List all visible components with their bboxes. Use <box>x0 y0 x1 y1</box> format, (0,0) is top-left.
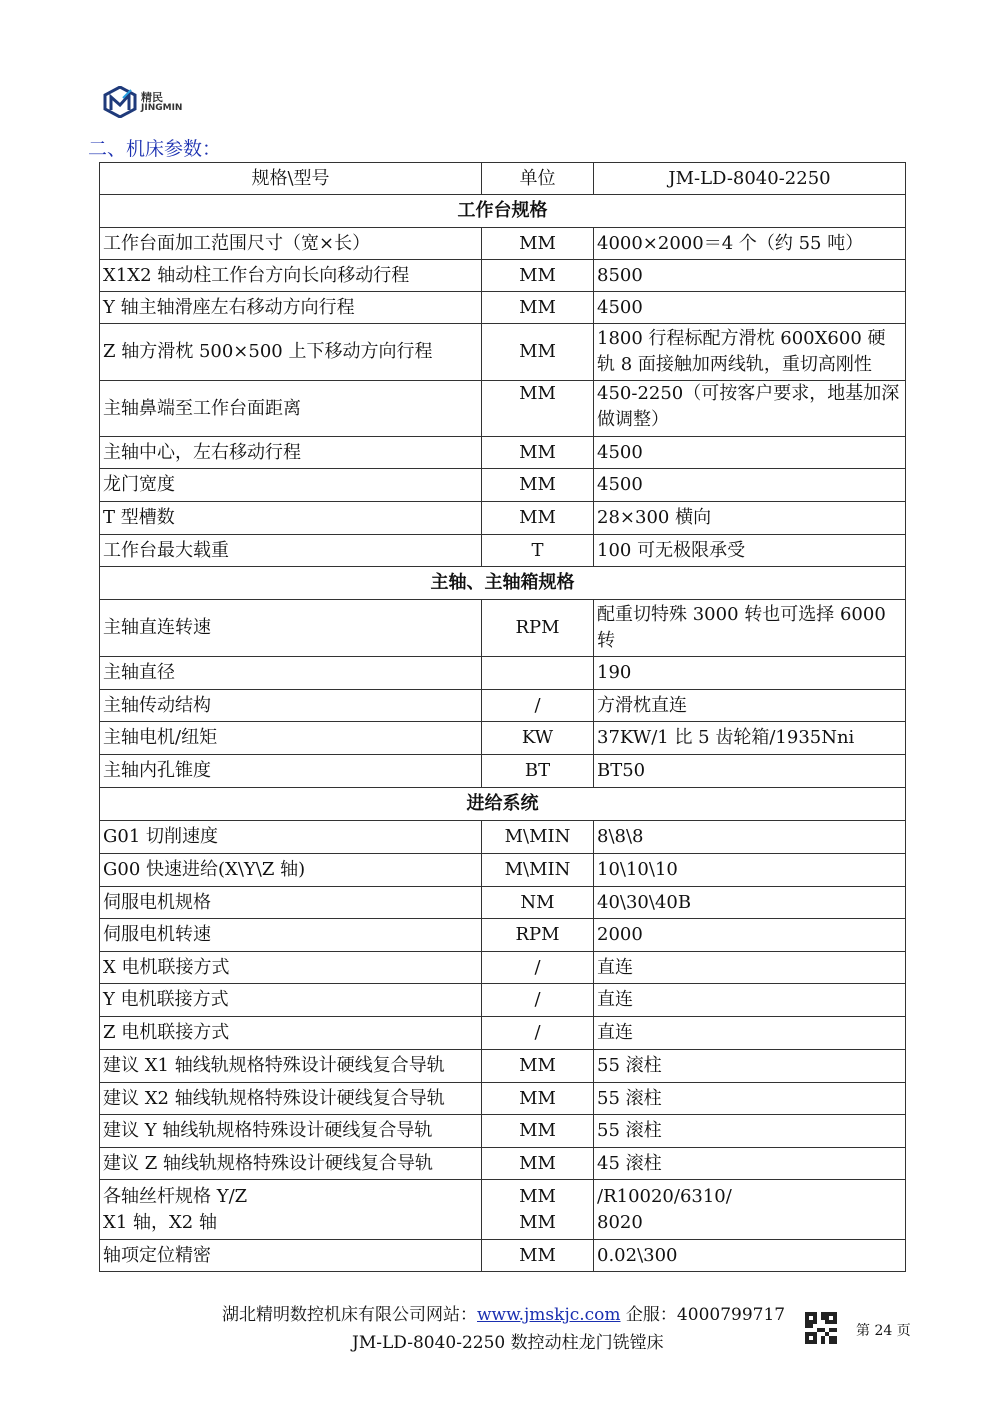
value-cell: 4000×2000＝4 个（约 55 吨） <box>594 228 906 260</box>
spec-name-cell: 工作台面加工范围尺寸（宽×长） <box>100 228 482 260</box>
value-cell: 40\30\40B <box>594 887 906 919</box>
footer-company: 湖北精明数控机床有限公司网站： <box>222 1305 477 1325</box>
spec-name-cell: Y 轴主轴滑座左右移动方向行程 <box>100 292 482 324</box>
group-header-row <box>100 788 906 821</box>
value-cell: 直连 <box>594 984 906 1017</box>
value-cell: 8500 <box>594 260 906 292</box>
value-cell: 100 可无极限承受 <box>594 535 906 567</box>
spec-table <box>99 162 906 1272</box>
value-cell: 55 滚柱 <box>594 1115 906 1148</box>
table-row <box>100 755 906 788</box>
table-row <box>100 690 906 722</box>
spec-name-cell: T 型槽数 <box>100 502 482 535</box>
spec-name-cell: 伺服电机规格 <box>100 887 482 919</box>
page-number: 第 24 页 <box>856 1323 911 1339</box>
table-row <box>100 381 906 437</box>
table-row <box>100 854 906 887</box>
table-row <box>100 1115 906 1148</box>
spec-name-cell: 主轴直连转速 <box>100 600 482 657</box>
unit-cell: MM <box>482 502 594 535</box>
table-row <box>100 984 906 1017</box>
unit-cell: MM <box>482 1050 594 1083</box>
spec-name-cell: X1X2 轴动柱工作台方向长向移动行程 <box>100 260 482 292</box>
header-row <box>100 163 906 195</box>
unit-cell: MM <box>482 260 594 292</box>
table-row <box>100 535 906 567</box>
logo-icon <box>103 86 137 118</box>
unit-cell: / <box>482 984 594 1017</box>
unit-cell: MM <box>482 324 594 381</box>
spec-name-cell: 建议 Y 轴线轨规格特殊设计硬线复合导轨 <box>100 1115 482 1148</box>
value-cell: BT50 <box>594 755 906 788</box>
value-cell: 8\8\8 <box>594 821 906 854</box>
value-cell: /R10020/6310/ 8020 <box>594 1180 906 1240</box>
table-row <box>100 437 906 469</box>
spec-name-cell: 建议 Z 轴线轨规格特殊设计硬线复合导轨 <box>100 1148 482 1180</box>
company-logo <box>103 86 182 118</box>
unit-cell: T <box>482 535 594 567</box>
value-cell: 450-2250（可按客户要求，地基加深做调整） <box>594 381 906 437</box>
logo-cn: 精民 <box>141 90 163 104</box>
value-cell: 10\10\10 <box>594 854 906 887</box>
value-cell: 190 <box>594 657 906 690</box>
value-cell: 45 滚柱 <box>594 1148 906 1180</box>
unit-cell: MM <box>482 1240 594 1272</box>
spec-name-cell: Y 电机联接方式 <box>100 984 482 1017</box>
website-link[interactable]: www.jmskjc.com <box>477 1305 621 1325</box>
spec-name-cell: 轴项定位精密 <box>100 1240 482 1272</box>
header-cell: 规格\型号 <box>100 163 482 195</box>
table-row <box>100 1180 906 1240</box>
group-title: 工作台规格 <box>100 195 906 228</box>
table-row <box>100 469 906 502</box>
footer-company-line <box>222 1300 785 1325</box>
qr-code-icon <box>805 1312 837 1344</box>
unit-cell: BT <box>482 755 594 788</box>
spec-name-cell: 主轴直径 <box>100 657 482 690</box>
unit-cell: MM MM <box>482 1180 594 1240</box>
group-title: 主轴、主轴箱规格 <box>100 567 906 600</box>
unit-cell: MM <box>482 228 594 260</box>
spec-name-cell: 龙门宽度 <box>100 469 482 502</box>
spec-name-cell: X 电机联接方式 <box>100 952 482 984</box>
logo-en: JINGMIN <box>141 102 183 113</box>
unit-cell: MM <box>482 381 594 437</box>
value-cell: 直连 <box>594 1017 906 1050</box>
value-cell: 方滑枕直连 <box>594 690 906 722</box>
spec-name-cell: 工作台最大载重 <box>100 535 482 567</box>
spec-name-cell: 建议 X1 轴线轨规格特殊设计硬线复合导轨 <box>100 1050 482 1083</box>
spec-name-cell: 主轴鼻端至工作台面距离 <box>100 381 482 437</box>
table-row <box>100 1148 906 1180</box>
table-row <box>100 1050 906 1083</box>
table-row <box>100 502 906 535</box>
footer-model-line: JM-LD-8040-2250 数控动柱龙门铣镗床 <box>352 1333 664 1353</box>
unit-cell <box>482 657 594 690</box>
spec-name-cell: Z 电机联接方式 <box>100 1017 482 1050</box>
table-row <box>100 887 906 919</box>
table-row <box>100 919 906 952</box>
table-row <box>100 260 906 292</box>
spec-name-cell: G00 快速进给(X\Y\Z 轴) <box>100 854 482 887</box>
unit-cell: MM <box>482 1148 594 1180</box>
value-cell: 4500 <box>594 292 906 324</box>
table-row <box>100 821 906 854</box>
unit-cell: / <box>482 952 594 984</box>
unit-cell: MM <box>482 469 594 502</box>
table-row <box>100 1017 906 1050</box>
unit-cell: KW <box>482 722 594 755</box>
value-cell: 28×300 横向 <box>594 502 906 535</box>
unit-cell: / <box>482 1017 594 1050</box>
value-cell: 4500 <box>594 469 906 502</box>
table-row <box>100 722 906 755</box>
unit-cell: M\MIN <box>482 821 594 854</box>
value-cell: 55 滚柱 <box>594 1083 906 1115</box>
value-cell: 1800 行程标配方滑枕 600X600 硬轨 8 面接触加两线轨，重切高刚性 <box>594 324 906 381</box>
table-row <box>100 1240 906 1272</box>
spec-name-cell: 各轴丝杆规格 Y/Z X1 轴，X2 轴 <box>100 1180 482 1240</box>
unit-cell: MM <box>482 1083 594 1115</box>
table-row <box>100 952 906 984</box>
spec-name-cell: 主轴传动结构 <box>100 690 482 722</box>
table-row <box>100 292 906 324</box>
group-header-row <box>100 567 906 600</box>
value-cell: 2000 <box>594 919 906 952</box>
unit-cell: RPM <box>482 919 594 952</box>
spec-name-cell: 建议 X2 轴线轨规格特殊设计硬线复合导轨 <box>100 1083 482 1115</box>
spec-name-cell: 伺服电机转速 <box>100 919 482 952</box>
spec-name-cell: Z 轴方滑枕 500×500 上下移动方向行程 <box>100 324 482 381</box>
unit-cell: MM <box>482 437 594 469</box>
spec-name-cell: 主轴中心，左右移动行程 <box>100 437 482 469</box>
header-cell: 单位 <box>482 163 594 195</box>
value-cell: 4500 <box>594 437 906 469</box>
value-cell: 配重切特殊 3000 转也可选择 6000 转 <box>594 600 906 657</box>
group-title: 进给系统 <box>100 788 906 821</box>
table-row <box>100 600 906 657</box>
unit-cell: / <box>482 690 594 722</box>
table-row <box>100 657 906 690</box>
group-header-row <box>100 195 906 228</box>
value-cell: 37KW/1 比 5 齿轮箱/1935Nni <box>594 722 906 755</box>
value-cell: 直连 <box>594 952 906 984</box>
footer-service: 企服：4000799717 <box>620 1305 786 1325</box>
unit-cell: NM <box>482 887 594 919</box>
table-row <box>100 324 906 381</box>
spec-name-cell: 主轴内孔锥度 <box>100 755 482 788</box>
unit-cell: MM <box>482 1115 594 1148</box>
header-cell: JM-LD-8040-2250 <box>594 163 906 195</box>
section-title: 二、机床参数： <box>88 138 222 160</box>
table-row <box>100 1083 906 1115</box>
spec-name-cell: 主轴电机/纽矩 <box>100 722 482 755</box>
unit-cell: RPM <box>482 600 594 657</box>
table-row <box>100 228 906 260</box>
unit-cell: M\MIN <box>482 854 594 887</box>
unit-cell: MM <box>482 292 594 324</box>
spec-name-cell: G01 切削速度 <box>100 821 482 854</box>
value-cell: 0.02\300 <box>594 1240 906 1272</box>
value-cell: 55 滚柱 <box>594 1050 906 1083</box>
